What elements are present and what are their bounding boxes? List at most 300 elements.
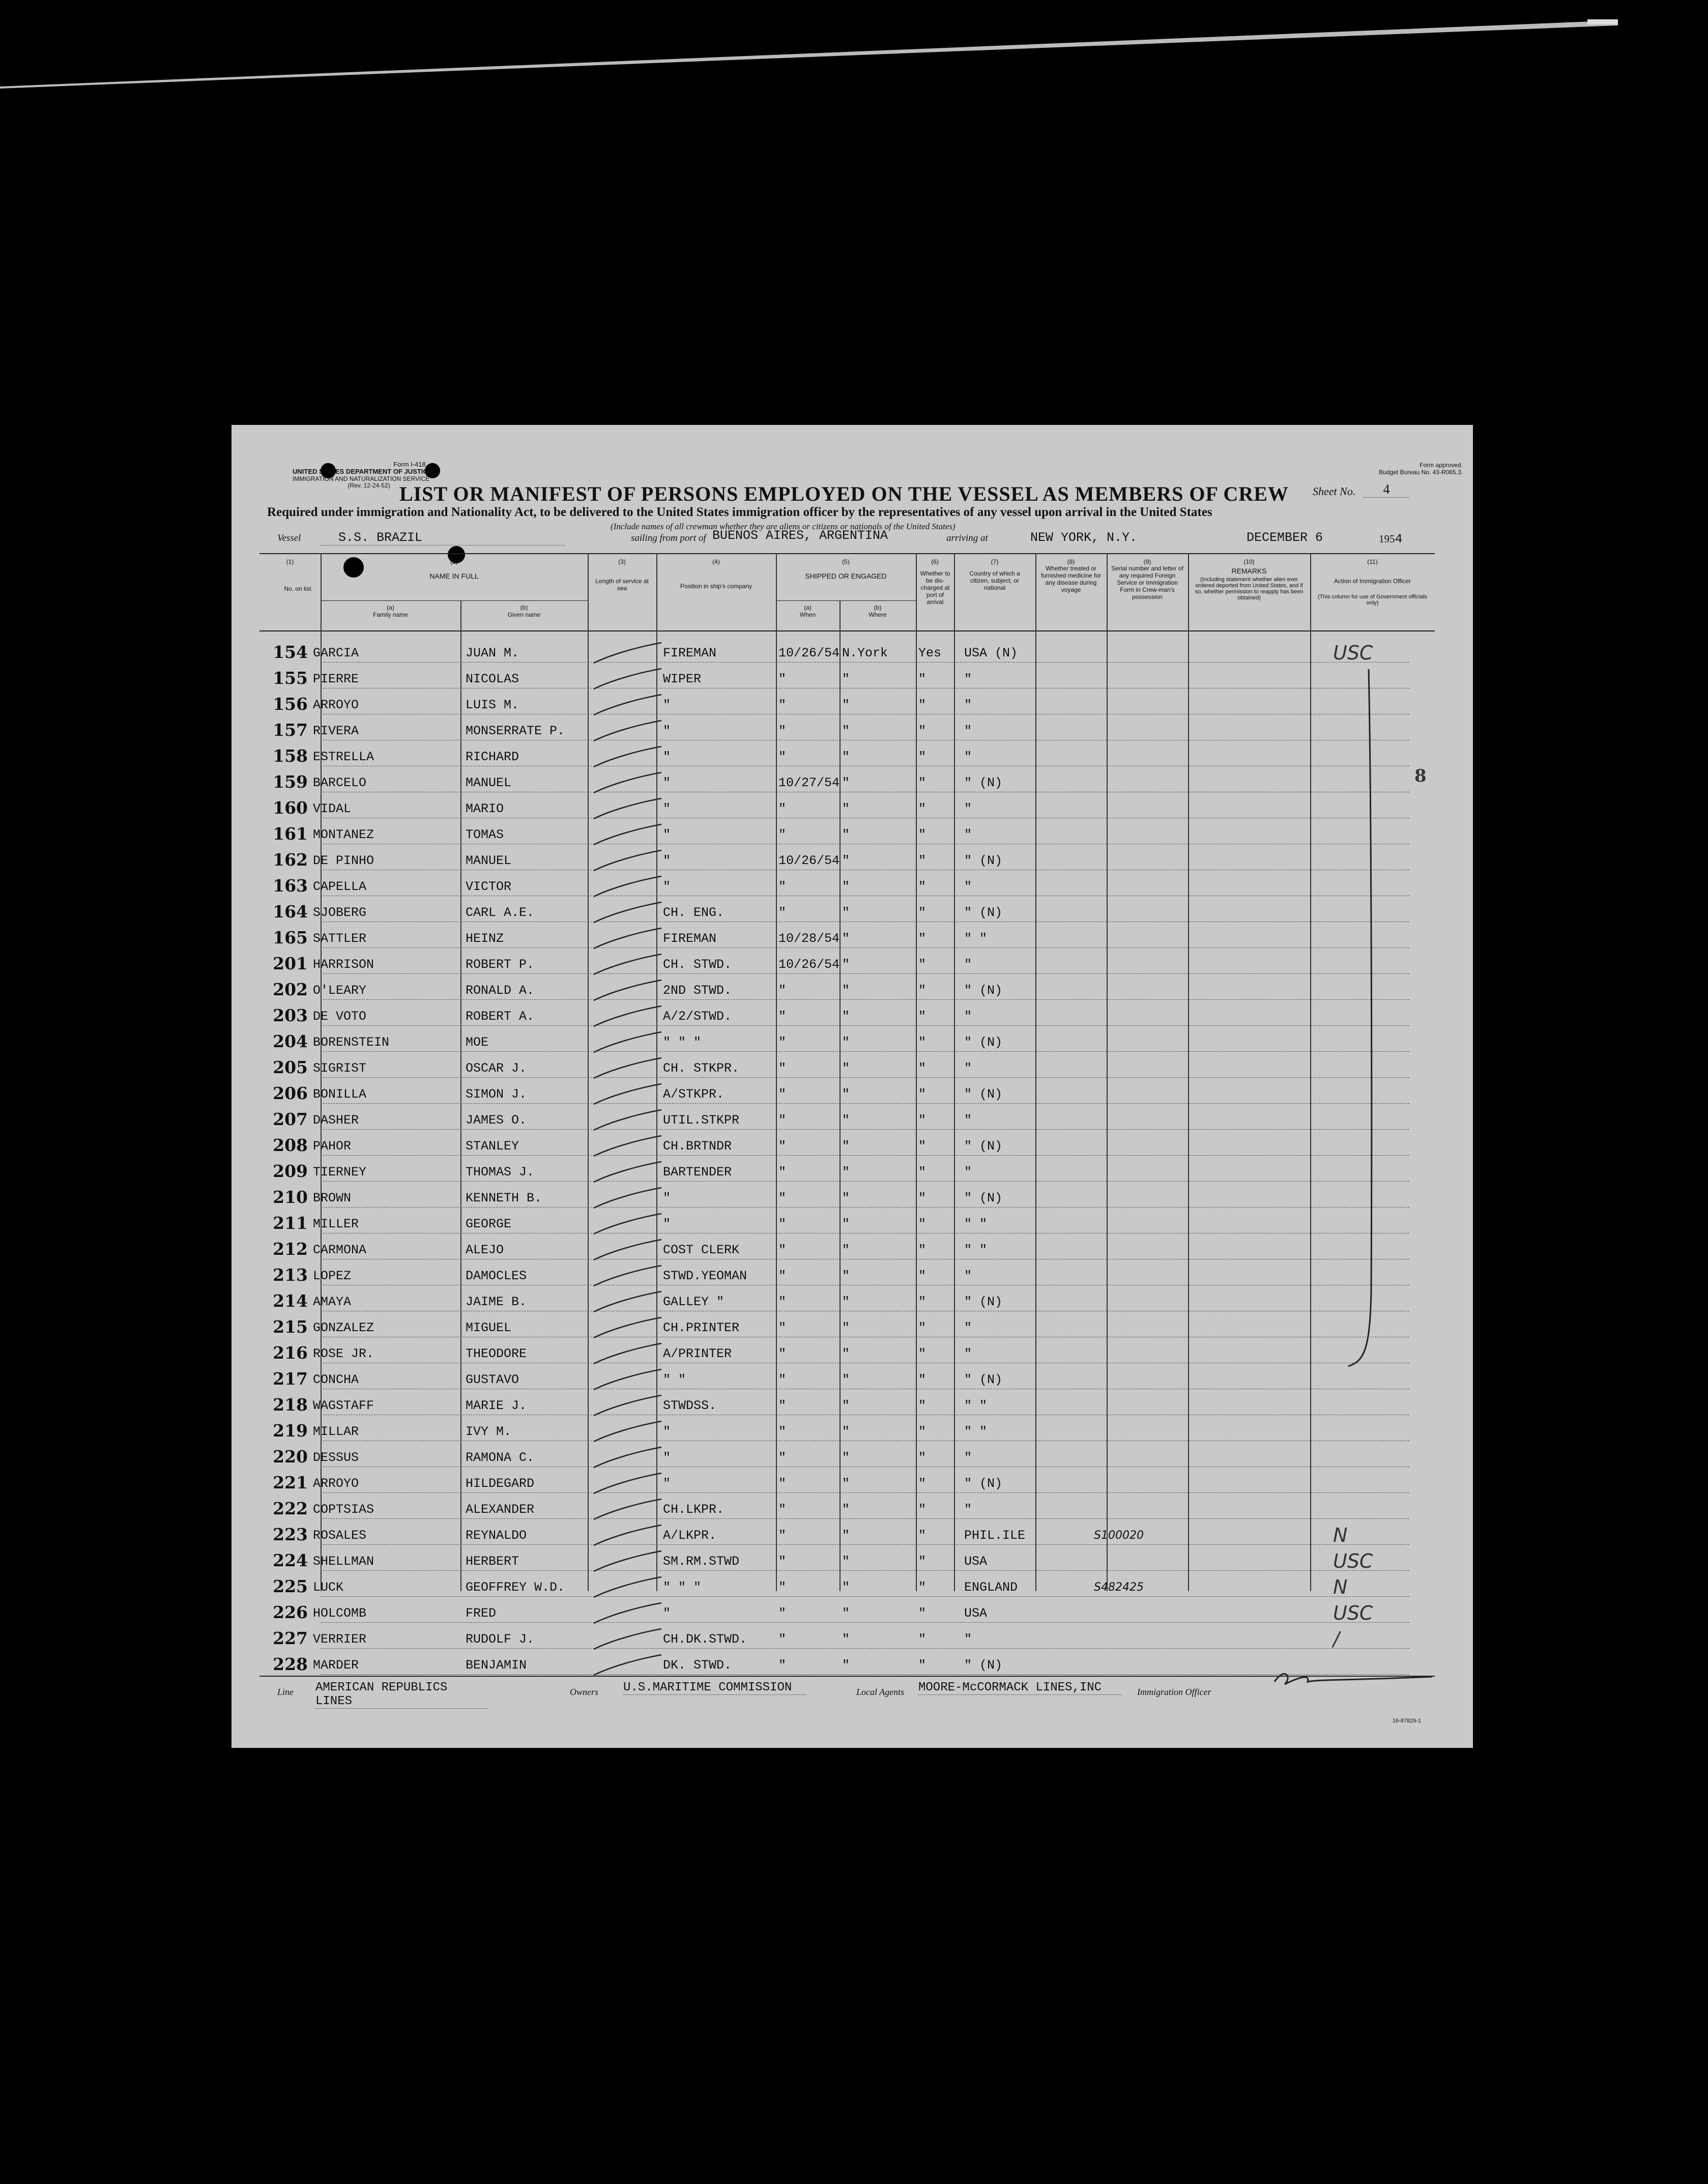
sheet-label: Sheet No. <box>1313 485 1356 498</box>
shipped-where: " <box>842 775 850 790</box>
shipped-where: " <box>842 1320 850 1335</box>
country: " <box>964 1061 972 1076</box>
page-title: LIST OR MANIFEST OF PERSONS EMPLOYED ON THE VESSEL AS MEMBERS OF CREW <box>399 482 1289 505</box>
discharged: " <box>918 905 927 920</box>
country: " (N) <box>964 1372 1003 1387</box>
position: FIREMAN <box>663 931 717 946</box>
given-name: LUIS M. <box>466 698 519 712</box>
position: " " <box>663 1372 686 1387</box>
list-number: 217 <box>273 1369 308 1389</box>
country: " (N) <box>964 1139 1003 1154</box>
col9-header: Serial number and letter of any required Foreign Service or Immigration Form in Crew-man's possession <box>1111 565 1183 600</box>
family-name: MARDER <box>313 1658 359 1673</box>
shipped-when: " <box>778 1424 787 1439</box>
given-name: JAIME B. <box>466 1295 527 1309</box>
family-name: BARCELO <box>313 775 367 790</box>
shipped-when: " <box>778 1658 787 1673</box>
family-name: LOPEZ <box>313 1269 352 1283</box>
shipped-where: " <box>842 1009 850 1024</box>
country: " (N) <box>964 1658 1003 1673</box>
country: " <box>964 750 972 764</box>
given-name: SIMON J. <box>466 1087 527 1102</box>
country: " " <box>964 1217 988 1231</box>
family-name: MILLAR <box>313 1424 359 1439</box>
shipped-where: " <box>842 1476 850 1491</box>
budget-bureau: Budget Bureau No. 43-R065.3. <box>1379 469 1463 476</box>
family-name: SIGRIST <box>313 1061 367 1076</box>
family-name: MONTANEZ <box>313 827 374 842</box>
col2a-header: (a) Family name <box>373 604 408 618</box>
position: " <box>663 801 671 816</box>
list-number: 209 <box>273 1161 308 1181</box>
discharged: " <box>918 983 927 998</box>
shipped-where: N.York <box>842 646 888 660</box>
given-name: MARIO <box>466 801 504 816</box>
shipped-where: " <box>842 853 850 868</box>
position: SM.RM.STWD <box>663 1554 740 1569</box>
discharged: " <box>918 1139 927 1154</box>
country: USA (N) <box>964 646 1018 660</box>
position: " " " <box>663 1035 702 1050</box>
family-name: HOLCOMB <box>313 1606 367 1621</box>
country: " (N) <box>964 1476 1003 1491</box>
position: DK. STWD. <box>663 1658 732 1673</box>
family-name: TIERNEY <box>313 1165 367 1180</box>
given-name: MOE <box>466 1035 489 1050</box>
given-name: ALEXANDER <box>466 1502 535 1517</box>
country: " <box>964 827 972 842</box>
form-number: Form I-418 <box>393 461 426 468</box>
given-name: JUAN M. <box>466 646 519 660</box>
shipped-when: " <box>778 827 787 842</box>
family-name: ARROYO <box>313 698 359 712</box>
shipped-when: " <box>778 1165 787 1180</box>
country: " (N) <box>964 775 1003 790</box>
discharged: " <box>918 931 927 946</box>
list-number: 223 <box>273 1525 308 1544</box>
given-name: HERBERT <box>466 1554 519 1569</box>
family-name: LUCK <box>313 1580 344 1595</box>
discharged: " <box>918 1658 927 1673</box>
family-name: O'LEARY <box>313 983 367 998</box>
country: " <box>964 672 972 686</box>
given-name: ROBERT P. <box>466 957 535 972</box>
shipped-when: " <box>778 1502 787 1517</box>
list-number: 165 <box>273 928 308 947</box>
discharged: " <box>918 1606 927 1621</box>
officer-action: USC <box>1333 642 1373 664</box>
shipped-when: " <box>778 1580 787 1595</box>
shipped-where: " <box>842 1450 850 1465</box>
given-name: FRED <box>466 1606 497 1621</box>
discharged: Yes <box>918 646 942 660</box>
shipped-when: " <box>778 1243 787 1257</box>
given-name: MANUEL <box>466 775 512 790</box>
list-number: 205 <box>273 1057 308 1077</box>
discharged: " <box>918 1528 927 1543</box>
position: STWDSS. <box>663 1398 717 1413</box>
shipped-when: " <box>778 1372 787 1387</box>
col1-number: (1) <box>286 558 294 565</box>
position: 2ND STWD. <box>663 983 732 998</box>
col9-number: (9) <box>1143 558 1151 565</box>
list-number: 201 <box>273 954 308 973</box>
given-name: GEORGE <box>466 1217 512 1231</box>
list-number: 228 <box>273 1654 308 1674</box>
local-agents-label: Local Agents <box>856 1687 905 1697</box>
discharged: " <box>918 1476 927 1491</box>
family-name: SATTLER <box>313 931 367 946</box>
country: " (N) <box>964 983 1003 998</box>
family-name: RIVERA <box>313 724 359 738</box>
discharged: " <box>918 957 927 972</box>
family-name: SHELLMAN <box>313 1554 374 1569</box>
shipped-when: " <box>778 1398 787 1413</box>
shipped-where: " <box>842 1658 850 1673</box>
given-name: MIGUEL <box>466 1320 512 1335</box>
shipped-where: " <box>842 801 850 816</box>
position: " <box>663 853 671 868</box>
position: " <box>663 1476 671 1491</box>
shipped-when: 10/26/54 <box>778 646 840 660</box>
country: USA <box>964 1606 988 1621</box>
family-name: VIDAL <box>313 801 352 816</box>
discharged: " <box>918 1165 927 1180</box>
position: WIPER <box>663 672 702 686</box>
shipped-when: " <box>778 698 787 712</box>
list-number: 159 <box>273 772 308 792</box>
col2b-header: (b) Given name <box>507 604 541 618</box>
family-name: AMAYA <box>313 1295 352 1309</box>
margin-mark: 8 <box>1414 766 1427 786</box>
shipped-when: 10/26/54 <box>778 957 840 972</box>
service-name: IMMIGRATION AND NATURALIZATION SERVICE <box>293 475 430 482</box>
col10-subheader: (Including statement whether alien ever ordered deported from United States, and if so, whether permission to reapply has been obtained) <box>1195 577 1304 601</box>
shipped-where: " <box>842 1398 850 1413</box>
shipped-where: " <box>842 879 850 894</box>
discharged: " <box>918 1372 927 1387</box>
given-name: JAMES O. <box>466 1113 527 1128</box>
shipped-when: " <box>778 750 787 764</box>
shipped-when: " <box>778 1035 787 1050</box>
country: " <box>964 1320 972 1335</box>
officer-action: N <box>1333 1576 1348 1598</box>
list-number: 222 <box>273 1499 308 1518</box>
family-name: BONILLA <box>313 1087 367 1102</box>
family-name: CAPELLA <box>313 879 367 894</box>
country: " <box>964 1502 972 1517</box>
list-number: 202 <box>273 980 308 999</box>
family-name: ESTRELLA <box>313 750 374 764</box>
shipped-where: " <box>842 1191 850 1205</box>
local-agents: MOORE-McCORMACK LINES,INC <box>918 1681 1122 1695</box>
col5b-header: (b) Where <box>869 604 887 618</box>
col3-header: Length of service at sea <box>595 578 649 592</box>
discharged: " <box>918 879 927 894</box>
given-name: HILDEGARD <box>466 1476 535 1491</box>
country: " <box>964 879 972 894</box>
family-name: MILLER <box>313 1217 359 1231</box>
family-name: DE PINHO <box>313 853 374 868</box>
shipped-when: " <box>778 1295 787 1309</box>
list-number: 212 <box>273 1239 308 1259</box>
serial-number: S100020 <box>1094 1529 1144 1542</box>
list-number: 207 <box>273 1109 308 1129</box>
family-name: PIERRE <box>313 672 359 686</box>
discharged: " <box>918 1398 927 1413</box>
given-name: KENNETH B. <box>466 1191 542 1205</box>
shipped-when: " <box>778 905 787 920</box>
given-name: BENJAMIN <box>466 1658 527 1673</box>
shipped-when: " <box>778 1269 787 1283</box>
discharged: " <box>918 1217 927 1231</box>
country: " <box>964 1113 972 1128</box>
position: COST CLERK <box>663 1243 740 1257</box>
shipped-where: " <box>842 750 850 764</box>
arrival-year: 1954 <box>1379 532 1403 547</box>
discharged: " <box>918 827 927 842</box>
discharged: " <box>918 724 927 738</box>
shipped-when: 10/26/54 <box>778 853 840 868</box>
shipped-when: " <box>778 1113 787 1128</box>
position: " <box>663 698 671 712</box>
shipped-where: " <box>842 905 850 920</box>
country: " <box>964 724 972 738</box>
family-name: ROSALES <box>313 1528 367 1543</box>
shipped-where: " <box>842 827 850 842</box>
col4-number: (4) <box>712 558 720 565</box>
discharged: " <box>918 1295 927 1309</box>
position: A/2/STWD. <box>663 1009 732 1024</box>
list-number: 216 <box>273 1343 308 1363</box>
discharged: " <box>918 801 927 816</box>
shipped-when: " <box>778 1554 787 1569</box>
col6-number: (6) <box>931 558 939 565</box>
given-name: CARL A.E. <box>466 905 535 920</box>
list-number: 215 <box>273 1317 308 1337</box>
discharged: " <box>918 853 927 868</box>
position: CH. STKPR. <box>663 1061 740 1076</box>
country: " <box>964 957 972 972</box>
shipped-when: " <box>778 1139 787 1154</box>
shipped-where: " <box>842 983 850 998</box>
col11-subheader: (This column for use of Government officials only) <box>1318 594 1427 606</box>
col1-header: No. on list <box>284 585 311 592</box>
position: " <box>663 1217 671 1231</box>
col10-header: REMARKS <box>1231 567 1267 575</box>
discharged: " <box>918 1632 927 1647</box>
country: ENGLAND <box>964 1580 1018 1595</box>
shipped-where: " <box>842 1165 850 1180</box>
list-number: 204 <box>273 1031 308 1051</box>
shipped-where: " <box>842 1087 850 1102</box>
shipped-where: " <box>842 1346 850 1361</box>
given-name: GUSTAVO <box>466 1372 519 1387</box>
given-name: STANLEY <box>466 1139 519 1154</box>
family-name: DASHER <box>313 1113 359 1128</box>
country: " (N) <box>964 1191 1003 1205</box>
shipped-where: " <box>842 1217 850 1231</box>
arriving-label: arriving at <box>946 533 988 543</box>
shipped-where: " <box>842 1372 850 1387</box>
family-name: COPTSIAS <box>313 1502 374 1517</box>
discharged: " <box>918 1424 927 1439</box>
shipped-when: " <box>778 1087 787 1102</box>
discharged: " <box>918 1269 927 1283</box>
footer-rule <box>259 1676 1435 1677</box>
position: " <box>663 750 671 764</box>
shipped-where: " <box>842 1139 850 1154</box>
given-name: MONSERRATE P. <box>466 724 565 738</box>
shipped-where: " <box>842 931 850 946</box>
discharged: " <box>918 775 927 790</box>
family-name: GARCIA <box>313 646 359 660</box>
shipped-where: " <box>842 1606 850 1621</box>
shipped-when: " <box>778 724 787 738</box>
shipped-where: " <box>842 1243 850 1257</box>
list-number: 225 <box>273 1576 308 1596</box>
position: " <box>663 1191 671 1205</box>
form-approved: Form approved. <box>1420 462 1463 469</box>
given-name: RICHARD <box>466 750 519 764</box>
shipped-when: " <box>778 672 787 686</box>
given-name: RAMONA C. <box>466 1450 535 1465</box>
given-name: MANUEL <box>466 853 512 868</box>
shipped-where: " <box>842 724 850 738</box>
shipped-when: " <box>778 879 787 894</box>
shipped-when: 10/27/54 <box>778 775 840 790</box>
list-number: 203 <box>273 1005 308 1025</box>
shipped-where: " <box>842 1295 850 1309</box>
given-name: IVY M. <box>466 1424 512 1439</box>
officer-action: USC <box>1333 1550 1373 1572</box>
country: " (N) <box>964 1035 1003 1050</box>
given-name: REYNALDO <box>466 1528 527 1543</box>
position: " <box>663 1450 671 1465</box>
position: CH.LKPR. <box>663 1502 725 1517</box>
shipped-when: " <box>778 801 787 816</box>
list-number: 208 <box>273 1135 308 1155</box>
col2-number: (2) <box>450 558 458 565</box>
col11-number: (11) <box>1367 558 1378 565</box>
position: STWD.YEOMAN <box>663 1269 747 1283</box>
family-name: BROWN <box>313 1191 352 1205</box>
officer-action: USC <box>1333 1602 1373 1624</box>
given-name: GEOFFREY W.D. <box>466 1580 565 1595</box>
discharged: " <box>918 1580 927 1595</box>
shipped-when: " <box>778 1606 787 1621</box>
given-name: OSCAR J. <box>466 1061 527 1076</box>
list-number: 156 <box>273 694 308 714</box>
col10-number: (10) <box>1243 558 1255 565</box>
film-scratch-line <box>0 10 1618 92</box>
family-name: GONZALEZ <box>313 1320 374 1335</box>
discharged: " <box>918 1554 927 1569</box>
given-name: THOMAS J. <box>466 1165 535 1180</box>
shipped-where: " <box>842 1061 850 1076</box>
country: " <box>964 1632 972 1647</box>
col11-header: Action of Immigration Officer <box>1334 578 1411 585</box>
given-name: HEINZ <box>466 931 504 946</box>
crew-manifest-sheet <box>231 425 1473 1748</box>
position: " <box>663 724 671 738</box>
position: " <box>663 879 671 894</box>
country: USA <box>964 1554 988 1569</box>
shipped-when: " <box>778 1450 787 1465</box>
country: " <box>964 1165 972 1180</box>
discharged: " <box>918 1243 927 1257</box>
list-number: 220 <box>273 1447 308 1467</box>
shipped-where: " <box>842 1113 850 1128</box>
shipped-where: " <box>842 672 850 686</box>
port-of-departure: BUENOS AIRES, ARGENTINA <box>712 528 888 543</box>
country: " (N) <box>964 1295 1003 1309</box>
position: " " " <box>663 1580 702 1595</box>
position: CH. STWD. <box>663 957 732 972</box>
list-number: 219 <box>273 1421 308 1441</box>
shipped-where: " <box>842 1632 850 1647</box>
position: " <box>663 1424 671 1439</box>
department-name: UNITED STATES DEPARTMENT OF JUSTICE <box>293 468 432 475</box>
list-number: 214 <box>273 1291 308 1311</box>
shipping-line: AMERICAN REPUBLICS LINES <box>315 1681 488 1709</box>
list-number: 206 <box>273 1083 308 1103</box>
position: " <box>663 1606 671 1621</box>
immigration-officer-label: Immigration Officer <box>1137 1687 1211 1697</box>
port-of-arrival: NEW YORK, N.Y. <box>1030 530 1138 545</box>
given-name: MARIE J. <box>466 1398 527 1413</box>
family-name: DESSUS <box>313 1450 359 1465</box>
shipped-where: " <box>842 1424 850 1439</box>
shipped-where: " <box>842 957 850 972</box>
col4-header: Position in ship's company <box>680 583 752 590</box>
shipped-when: " <box>778 1476 787 1491</box>
list-number: 155 <box>273 668 308 688</box>
officer-action: N <box>1333 1524 1348 1546</box>
shipped-when: 10/28/54 <box>778 931 840 946</box>
country: " (N) <box>964 1087 1003 1102</box>
discharged: " <box>918 1320 927 1335</box>
annotation-layer <box>231 425 1473 1748</box>
shipped-when: " <box>778 1191 787 1205</box>
position: " <box>663 775 671 790</box>
col5-header: SHIPPED OR ENGAGED <box>805 572 887 580</box>
family-name: PAHOR <box>313 1139 352 1154</box>
given-name: RUDOLF J. <box>466 1632 535 1647</box>
family-name: CONCHA <box>313 1372 359 1387</box>
position: GALLEY " <box>663 1295 725 1309</box>
list-number: 161 <box>273 824 308 844</box>
given-name: VICTOR <box>466 879 512 894</box>
line-label: Line <box>277 1687 294 1697</box>
list-number: 211 <box>273 1213 308 1233</box>
list-number: 213 <box>273 1265 308 1285</box>
shipped-when: " <box>778 1217 787 1231</box>
position: A/LKPR. <box>663 1528 717 1543</box>
form-revision: (Rev. 12-24-52) <box>348 482 390 489</box>
shipped-where: " <box>842 1528 850 1543</box>
col7-header: Country of which a citizen, subject, or national <box>969 570 1020 591</box>
discharged: " <box>918 1191 927 1205</box>
owners-label: Owners <box>570 1687 599 1697</box>
discharged: " <box>918 1346 927 1361</box>
shipped-where: " <box>842 1580 850 1595</box>
list-number: 210 <box>273 1187 308 1207</box>
shipped-where: " <box>842 1554 850 1569</box>
country: " <box>964 1450 972 1465</box>
list-number: 154 <box>273 642 308 662</box>
country: " <box>964 1009 972 1024</box>
